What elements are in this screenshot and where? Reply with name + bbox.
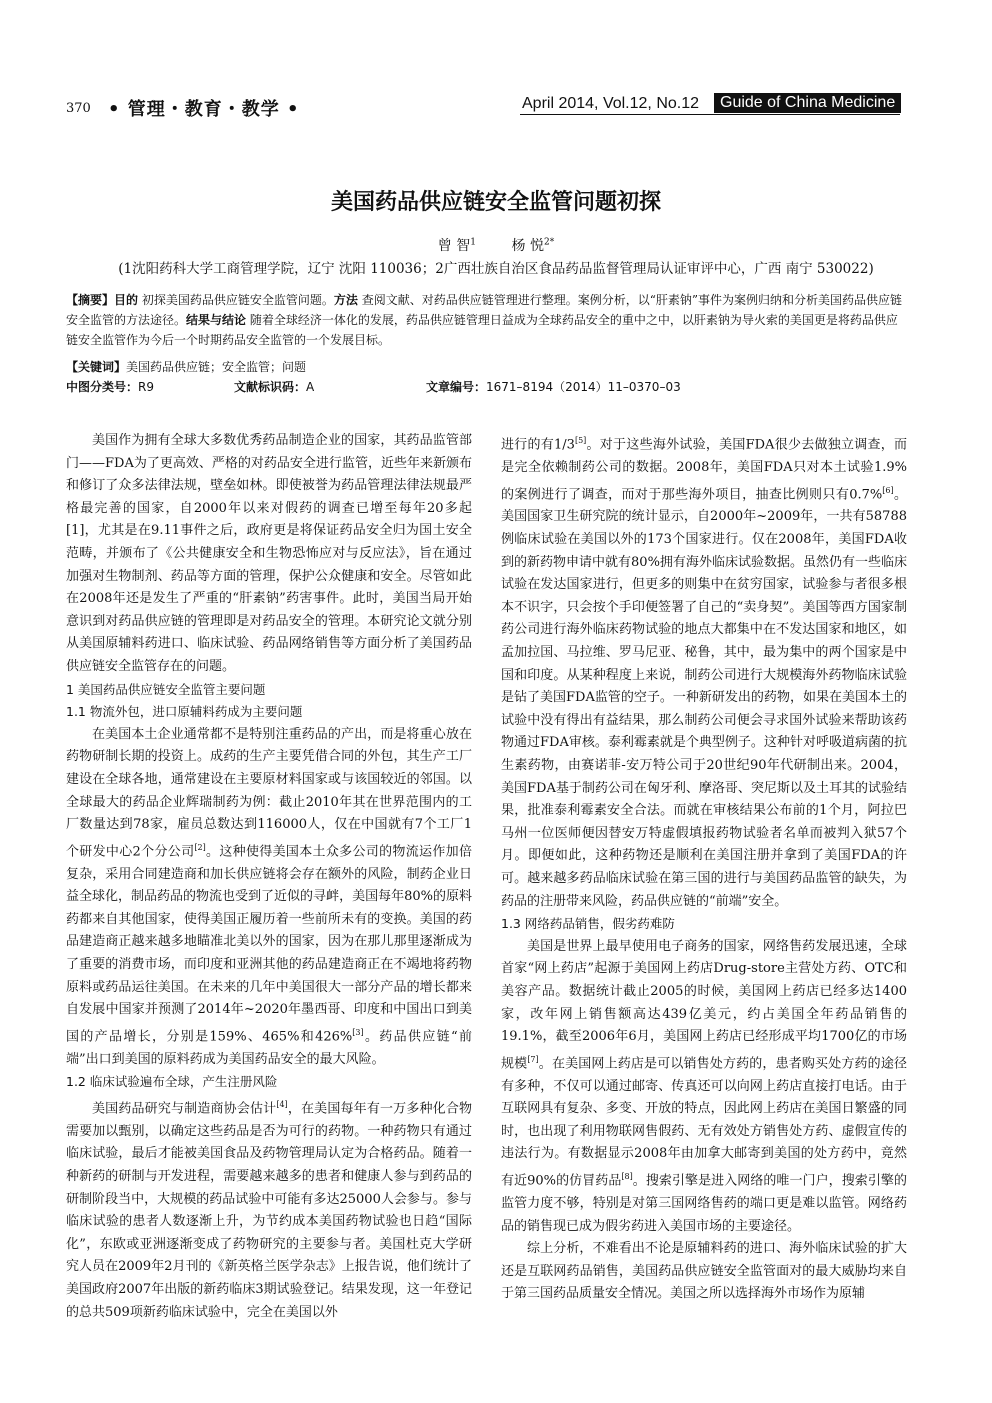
paragraph-continued [501, 430, 907, 913]
method-label: 方法 [333, 293, 358, 307]
p1-1-a: 在美国本土企业通常都不是特别注重药品的产出，而是将重心放在药物研制长期的投资上。成药的生产主要凭借合同的外包，其生产工厂建设在全球各地，通常建设在主要原材料国家或与该国较近的邻国。以全球最大的药品企业辉瑞制药为例：截止2010年其在世界范围内的工厂数量达到78家，雇员总数达到116000人，仅在中国就有7个工厂1个研发中心2个分公司 [66, 726, 472, 860]
objective-label: 目的 [114, 293, 139, 307]
article-no-label: 文章编号： [426, 380, 487, 394]
ref-7: [7] [527, 1054, 539, 1064]
p1-3-b: 。在美国网上药店是可以销售处方药的，患者购买处方药的途径有多种，不仅可以通过邮寄、传真还可以向网上药店直接打电话。由于互联网具有复杂、多变、开放的特点，因此网上药店在美国日繁盛的同时，也出现了利用物联网售假药、无有效处方销售处方药、虚假宣传的违法行为。有数据显示2008年由加拿大邮寄到美国的处方药中，竟然有近90%的仿冒药品 [501, 1056, 907, 1189]
doc-code-value: A [306, 380, 315, 394]
keywords-text: 美国药品供应链；安全监管；问题 [126, 360, 307, 374]
p1-2-b: ，在美国每年有一万多种化合物需要加以甄别，以确定这些药品是否为可行的药物。一种药物只有通过临床试验，最后才能被美国食品及药物管理局认定为合格药品。随着一种新药的研制与开发进程，需要越来越多的患者和健康人参与到药品的研制阶段当中，大规模的药品试验中可能有多达25000人会参与。参与临床试验的患者人数逐渐上升，为节约成本美国药物试验也日趋“国际化”，东欧或亚洲逐渐变成了药物研究的主要参与者。美国杜克大学研究人员在2009年2月刊的《新英格兰医学杂志》上报告说，他们统计了美国政府2007年出版的新药临床3期试验登记。结果发现，这一年登记的总共509项新药临床试验中，完全在美国以外 [66, 1101, 472, 1320]
author-2: 杨 悦 [511, 238, 544, 254]
p1-1-c: 。药品供应链“前端”出口到美国的原料药成为美国药品安全的最大风险。 [66, 1029, 472, 1067]
ref-5: [5] [574, 436, 587, 445]
objective-text: 初探美国药品供应链安全监管问题。 [141, 293, 334, 307]
issue-label: April 2014, Vol.12, No.12 [522, 95, 700, 112]
doc-code-label: 文献标识码： [234, 380, 307, 394]
heading-1: 1 美国药品供应链安全监管主要问题 [66, 681, 266, 697]
affiliation: (1沈阳药科大学工商管理学院，辽宁 沈阳 110036；2广西壮族自治区食品药品监督管理局认证审评中心，广西 南宁 530022) [118, 261, 874, 277]
page-number: 370 [66, 101, 91, 116]
method-text: 查阅文献、对药品供应链管理进行整理。案例分析，以“肝素钠”事件为案例归纳和分析美国药品供应链安全监管的方法途径。 [66, 293, 902, 327]
paragraph-final: 综上分析，不难看出不论是原辅料药的进口、海外临床试验的扩大还是互联网药品销售，美国药品供应链安全监管面对的最大威胁均来自于第三国药品质量安全情况。美国之所以选择海外市场作为原辅 [501, 1241, 907, 1302]
p1-1-b: 。这种使得美国本土众多公司的物流运作加倍复杂，采用合同建造商和加长供应链将会存在额外的风险，制药企业日益全球化，制品药品的物流也受到了近似的寻衅，美国每年80%的原料药都来自其他国家，使得美国正履历着一些前所未有的变换。美国的药品建造商正越来越多地瞄准北美以外的国家，因为在那儿那里逐渐成为了重要的消费市场，而印度和亚洲其他的药品建造商正在不竭地将药物原料或药品运往美国。在未来的几年中美国很大一部分产品的增长都来自发展中国家并预测了2014年~2020年墨西哥、印度和中国出口到美国的产品增长，分别是159%、465%和426% [66, 844, 472, 1045]
p1-2-a: 美国药品研究与制造商协会估计 [92, 1101, 277, 1117]
article-title: 美国药品供应链安全监管问题初探 [330, 190, 661, 215]
author-2-sup: 2* [544, 237, 555, 248]
left-column [66, 430, 472, 1324]
ref-4: [4] [276, 1099, 288, 1109]
paragraph-1-2 [66, 1094, 472, 1324]
author-1-sup: 1 [470, 237, 476, 248]
result-label: 结果与结论 [186, 313, 247, 327]
right-column [501, 430, 907, 1306]
p1-3-c: 。搜索引擎是进入网络的唯一门户，搜索引擎的监管力度不够，特别是对第三国网络售药的端口更是难以监管。网络药品的销售现已成为假劣药进入美国市场的主要途径。 [501, 1173, 907, 1234]
authors [0, 235, 992, 255]
pc-b: 。对于这些海外试验，美国FDA很少去做独立调查，而是完全依赖制药公司的数据。2008年，美国FDA只对本土试验1.9%的案例进行了调查，而对于那些海外项目，抽查比例则只有0.7% [501, 437, 907, 502]
header-rule [520, 114, 900, 115]
pc-c: 。美国国家卫生研究院的统计显示，自2000年~2009年，一共有58788例临床试验在美国以外的173个国家进行。仅在2008年，美国FDA收到的新药物申请中就有80%拥有海外临床试验数据。虽然仍有一些临床试验在发达国家进行，但更多的则集中在贫穷国家，试验参与者很多根本不识字，只会按个手印便签署了自己的“卖身契”。美国等西方国家制药公司进行海外临床药物试验的地点大都集中在不发达国家和地区，如孟加拉国、马拉维、罗马尼亚、秘鲁，其中，最为集中的两个国家是中国和印度。从某种程度上来说，制药公司进行大规模海外药物临床试验是钻了美国FDA监管的空子。一种新研发出的药物，如果在美国本土的试验中没有得出有益结果，那么制药公司便会寻求国外试验来帮助该药物通过FDA审核。泰利霉素就是个典型例子。这种针对呼吸道病菌的抗生素药物，由赛诺菲-安万特公司于20世纪90年代研制出来。2004，美国FDA基于制药公司在匈牙利、摩洛哥、突尼斯以及土耳其的试验结果，批准泰利霉素安全合法。而就在审核结果公布前的1个月，阿拉巴马州一位医师便因替安万特虚假填报药物试验者名单而被判入狱57个月。即便如此，这种药物还是顺利在美国注册并拿到了美国FDA的许可。越来越多药品临床试验在第三国的进行与美国药品监管的缺失，为药品的注册带来风险，药品供应链的“前端”安全。 [501, 486, 907, 909]
paragraph-1-3 [501, 936, 907, 1238]
heading-1-2: 1.2 临床试验遍布全球，产生注册风险 [66, 1074, 278, 1090]
result-text: 随着全球经济一体化的发展，药品供应链管理日益成为全球药品安全的重中之中，以肝素钠为导火索的美国更是将药品供应链安全监管作为今后一个时期药品安全监管的一个发展目标。 [66, 313, 898, 347]
p1-3-a: 美国是世界上最早使用电子商务的国家，网络售药发展迅速，全球首家“网上药店”起源于美国网上药店Drug-store主营处方药、OTC和美容产品。数据统计截止2005的时候，美国网上药店已经多达1400家，改年网上销售额高达439亿美元，约占美国全年药品销售的19.1%，截至2006年6月，美国网上药店已经形成平均1700亿的市场规模 [501, 938, 907, 1072]
ref-3: [3] [352, 1027, 364, 1037]
keywords [66, 358, 904, 376]
clc-label: 中图分类号： [66, 380, 139, 394]
article-no-value: 1671–8194（2014）11–0370–03 [486, 380, 681, 394]
clc-value: R9 [138, 380, 154, 394]
pc-a: 进行的有1/3 [501, 437, 575, 453]
intro-paragraph: 美国作为拥有全球大多数优秀药品制造企业的国家，其药品监管部门——FDA为了更高效、严格的对药品安全进行监管，近些年来新颁布和修订了众多法律法规，壁垒如林。即使被誉为药品管理法律法规最严格最完善的国家，自2000年以来对假药的调查已增至每年20多起[1]，尤其是在9.11事件之后，政府更是将保证药品安全归为国土安全范畴，并颁布了《公共健康安全和生物恐怖应对与反应法》，旨在通过加强对生物制剂、药品等方面的管理，保护公众健康和安全。尽管如此在2008年还是发生了严重的“肝素钠”药害事件。此时，美国当局开始意识到对药品供应链的管理即是对药品安全的管理。本研究论文就分别从美国原辅料药进口、临床试验、药品网络销售等方面分析了美国药品供应链安全监管存在的问题。 [66, 433, 472, 674]
heading-1-3: 1.3 网络药品销售，假劣药难防 [501, 916, 675, 932]
section-label: • 管理・教育・教学 • [108, 99, 300, 120]
ref-8: [8] [621, 1171, 633, 1181]
ref-6: [6] [882, 485, 894, 495]
abstract [66, 290, 904, 350]
keywords-label: 【关键词】 [66, 360, 127, 374]
abstract-label: 【摘要】 [66, 293, 115, 307]
author-1: 曾 智 [437, 238, 471, 254]
heading-1-1: 1.1 物流外包，进口原辅料药成为主要问题 [66, 704, 303, 720]
ref-2: [2] [194, 842, 206, 852]
journal-name: Guide of China Medicine [714, 93, 901, 113]
paragraph-1-1 [66, 724, 472, 1072]
